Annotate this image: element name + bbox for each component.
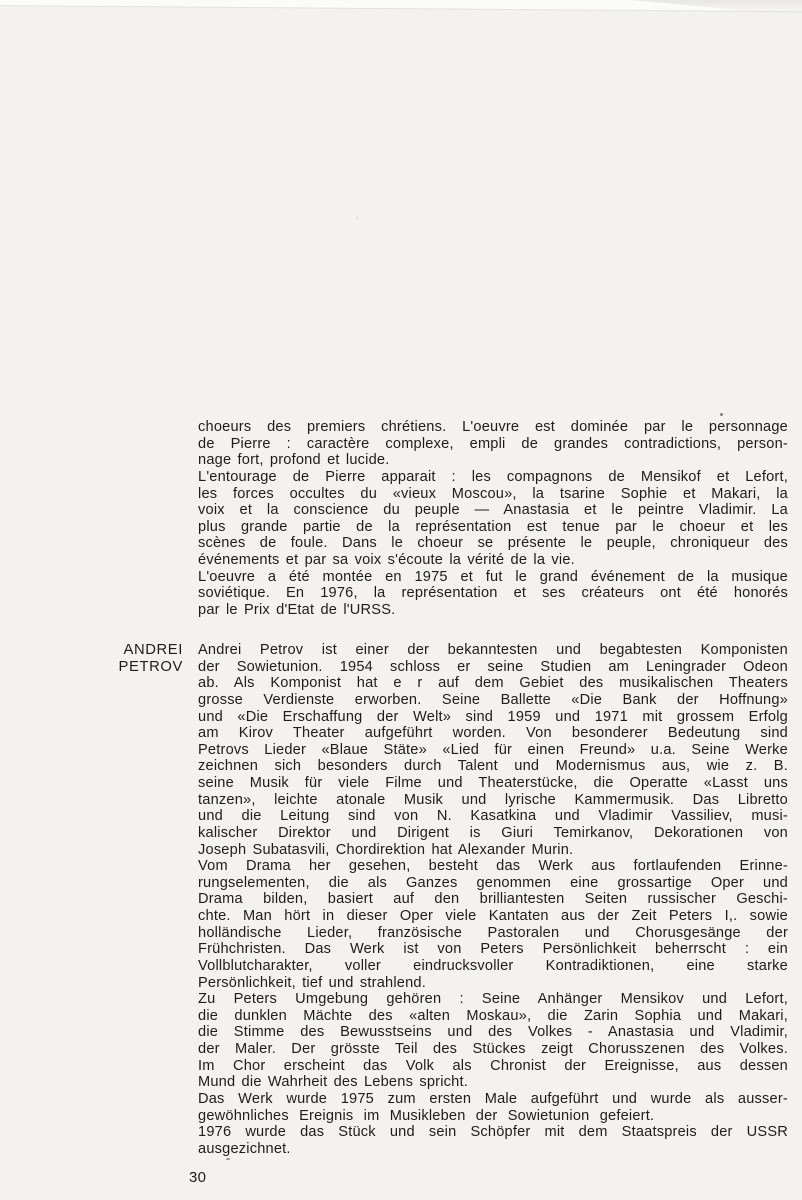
text-line: kalischer Direktor und Dirigent is Giuri Temirkanov, Dekorationen von [198, 824, 788, 841]
side-heading-andrei-petrov [70, 642, 183, 675]
text-line: gewöhnliches Ereignis im Musikleben der Sowietunion gefeiert. [198, 1107, 655, 1124]
text-line: ausgezichnet. [198, 1140, 291, 1157]
text-line: voix et la conscience du peuple — Anastasia et le peintre Vladimir. La [198, 502, 788, 519]
text-line: nage fort, profond et lucide. [198, 452, 390, 469]
text-line: am Kirov Theater aufgeführt worden. Von besonderer Bedeutung sind [198, 725, 788, 742]
text-line: rungselementen, die als Ganzes genommen eine grossartige Oper und [198, 874, 788, 891]
text-line: Persönlichkeit, tief und strahlend. [198, 974, 426, 991]
text-line: Zu Peters Umgebung gehören : Seine Anhänger Mensikov und Lefort, [198, 991, 788, 1008]
text-line: par le Prix d'Etat de l'URSS. [198, 601, 396, 618]
text-line: Andrei Petrov ist einer der bekanntesten und begabtesten Komponisten [198, 642, 788, 658]
text-line: der Sowietunion. 1954 schloss er seine Studien am Leningrader Odeon [198, 658, 788, 675]
text-line: L'entourage de Pierre apparait : les compagnons de Mensikof et Lefort, [198, 468, 788, 485]
text-line: plus grande partie de la représentation est tenue par le choeur et les [198, 518, 788, 535]
text-line: die dunklen Mächte des «alten Moskau», die Zarin Sophia und Makari, [198, 1007, 788, 1024]
text-line: tanzen», leichte atonale Musik und lyrische Kammermusik. Das Libretto [198, 791, 788, 808]
text-line: ab. Als Komponist hat e r auf dem Gebiet des musikalischen Theaters [198, 675, 788, 692]
text-line: Frühchristen. Das Werk ist von Peters Persönlichkeit beherrscht : ein [198, 941, 788, 958]
text-line: die Stimme des Bewusstseins und des Volkes - Anastasia und Vladimir, [198, 1024, 788, 1041]
text-line: chte. Man hört in dieser Oper viele Kantaten aus der Zeit Peters I,. sowie [198, 908, 788, 924]
text-line: zeichnen sich besonders durch Talent und Modernismus aus, wie z. B. [198, 758, 788, 775]
text-line: holländische Lieder, französische Pastoralen und Chorusgesänge der [198, 924, 788, 941]
text-line: Mund die Wahrheit des Lebens spricht. [198, 1074, 468, 1091]
text-line: und «Die Erschaffung der Welt» sind 1959 und 1971 mit grossem Erfolg [198, 708, 788, 725]
text-line: seine Musik für viele Filme und Theaterstücke, die Operatte «Lasst uns [198, 775, 788, 791]
text-line: scènes de foule. Dans le choeur se présente le peuple, chroniqueur des [198, 535, 788, 552]
text-line: Im Chor erscheint das Volk als Chronist der Ereignisse, aus dessen [198, 1057, 788, 1074]
text-line: Vom Drama her gesehen, besteht das Werk aus fortlaufenden Erinne- [198, 858, 788, 875]
text-line: choeurs des premiers chrétiens. L'oeuvre est dominée par le personnage [198, 419, 788, 435]
text-line: de Pierre : caractère complexe, empli de grandes contradictions, person- [198, 435, 788, 452]
french-text-block [198, 419, 788, 619]
text-line: der Maler. Der grösste Teil des Stückes zeigt Chorusszenen des Volkes. [198, 1041, 788, 1057]
text-line: grosse Verdienste erworben. Seine Ballette «Die Bank der Hoffnung» [198, 691, 788, 708]
scan-speck [720, 413, 723, 416]
text-line: Petrovs Lieder «Blaue Stäte» «Lied für einen Freund» u.a. Seine Werke [198, 741, 788, 758]
side-heading-line-1: ANDREI [123, 642, 183, 658]
text-line: und die Leitung sind von N. Kasatkina und Vladimir Vassiliev, musi- [198, 808, 788, 825]
scan-speck [356, 217, 358, 219]
text-line: Joseph Subatasvili, Chordirektion hat Alexander Murin. [198, 841, 574, 858]
side-heading-line-2: PETROV [118, 658, 183, 675]
text-line: L'oeuvre a été montée en 1975 et fut le grand événement de la musique [198, 568, 788, 585]
text-line: 1976 wurde das Stück und sein Schöpfer mit dem Staatspreis der USSR [198, 1124, 788, 1141]
text-line: Das Werk wurde 1975 zum ersten Male aufgeführt und wurde als ausser- [198, 1090, 788, 1107]
text-line: événements et par sa voix s'écoute la vérité de la vie. [198, 552, 575, 568]
text-line: Drama bilden, basiert auf den brilliantesten Seiten russischer Geschi- [198, 891, 788, 908]
text-line: soviétique. En 1976, la représentation et ses créateurs ont été honorés [198, 585, 788, 602]
scan-speck [226, 1158, 230, 1160]
text-line: les forces occultes du «vieux Moscou», la tsarine Sophie et Makari, la [198, 485, 788, 502]
text-line: Vollblutcharakter, voller eindrucksvoller Kontradiktionen, eine starke [198, 957, 788, 974]
page-number: 30 [189, 1169, 207, 1186]
german-text-block [198, 642, 788, 1157]
